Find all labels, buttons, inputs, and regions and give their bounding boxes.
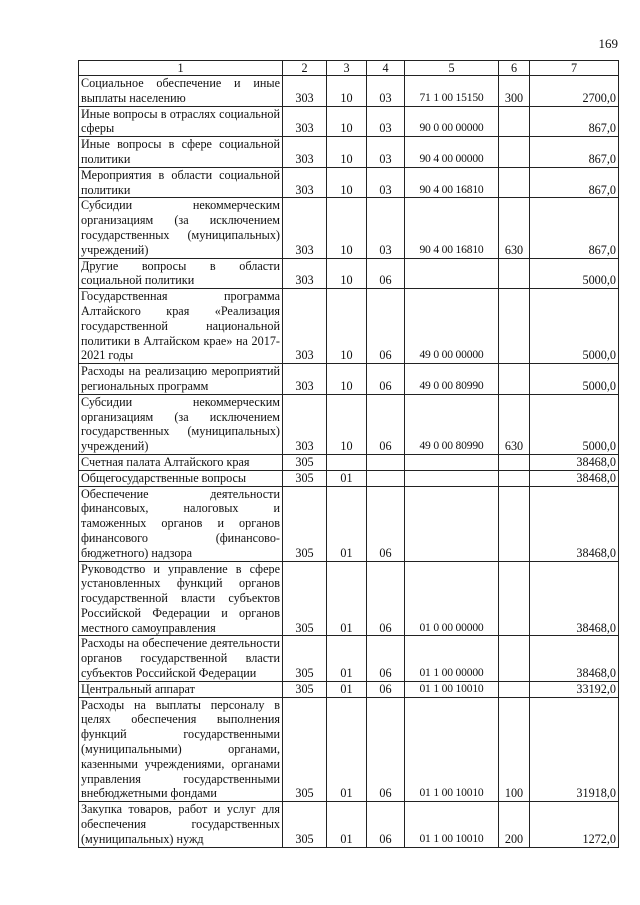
table-row bbox=[79, 636, 619, 681]
row-name: Центральный аппарат bbox=[79, 681, 283, 697]
subsection-code: 03 bbox=[367, 106, 405, 137]
expense-type: 300 bbox=[499, 76, 530, 107]
section-code: 01 bbox=[327, 561, 367, 636]
target-article: 01 0 00 00000 bbox=[405, 561, 499, 636]
expense-type: 630 bbox=[499, 198, 530, 258]
subsection-code: 06 bbox=[367, 289, 405, 364]
amount: 38468,0 bbox=[530, 470, 619, 486]
subsection-code bbox=[367, 470, 405, 486]
row-name: Иные вопросы в сфере социальной политики bbox=[79, 137, 283, 168]
row-name: Общегосударственные вопросы bbox=[79, 470, 283, 486]
target-article: 90 4 00 16810 bbox=[405, 167, 499, 198]
section-code: 10 bbox=[327, 167, 367, 198]
row-name: Субсидии некоммерческим организациям (за исключением государственных (муниципальных) учреждений) bbox=[79, 198, 283, 258]
section-code: 10 bbox=[327, 289, 367, 364]
row-name: Социальное обеспечение и иные выплаты населению bbox=[79, 76, 283, 107]
subsection-code: 06 bbox=[367, 681, 405, 697]
admin-code: 303 bbox=[283, 76, 327, 107]
expense-type: 100 bbox=[499, 697, 530, 802]
target-article: 90 4 00 00000 bbox=[405, 137, 499, 168]
row-name: Руководство и управление в сфере установленных функций органов государственной власти субъектов Российской Федерации и органов местного самоуправления bbox=[79, 561, 283, 636]
amount: 5000,0 bbox=[530, 364, 619, 395]
target-article bbox=[405, 258, 499, 289]
amount: 5000,0 bbox=[530, 289, 619, 364]
subsection-code: 06 bbox=[367, 561, 405, 636]
table-row bbox=[79, 258, 619, 289]
admin-code: 303 bbox=[283, 106, 327, 137]
header-cell: 1 bbox=[79, 61, 283, 76]
subsection-code: 06 bbox=[367, 394, 405, 454]
section-code bbox=[327, 454, 367, 470]
section-code: 01 bbox=[327, 636, 367, 681]
subsection-code: 03 bbox=[367, 137, 405, 168]
section-code: 10 bbox=[327, 364, 367, 395]
section-code: 01 bbox=[327, 697, 367, 802]
table-row bbox=[79, 137, 619, 168]
subsection-code: 06 bbox=[367, 636, 405, 681]
row-name: Расходы на обеспечение деятельности органов государственной власти субъектов Российской Федерации bbox=[79, 636, 283, 681]
admin-code: 305 bbox=[283, 470, 327, 486]
target-article: 01 1 00 10010 bbox=[405, 697, 499, 802]
expense-type bbox=[499, 364, 530, 395]
row-name: Государственная программа Алтайского края «Реализация государственной национальной политики в Алтайском крае» на 2017-2021 годы bbox=[79, 289, 283, 364]
target-article: 49 0 00 80990 bbox=[405, 364, 499, 395]
table-row bbox=[79, 394, 619, 454]
expense-type bbox=[499, 137, 530, 168]
table-row bbox=[79, 697, 619, 802]
amount: 5000,0 bbox=[530, 258, 619, 289]
table-row bbox=[79, 681, 619, 697]
table-row bbox=[79, 167, 619, 198]
subsection-code: 03 bbox=[367, 198, 405, 258]
section-code: 01 bbox=[327, 802, 367, 847]
subsection-code bbox=[367, 454, 405, 470]
admin-code: 303 bbox=[283, 289, 327, 364]
subsection-code: 06 bbox=[367, 697, 405, 802]
target-article bbox=[405, 470, 499, 486]
amount: 2700,0 bbox=[530, 76, 619, 107]
section-code: 10 bbox=[327, 198, 367, 258]
subsection-code: 03 bbox=[367, 76, 405, 107]
expense-type bbox=[499, 636, 530, 681]
expense-type bbox=[499, 454, 530, 470]
budget-table bbox=[78, 60, 619, 848]
expense-type bbox=[499, 486, 530, 561]
table-row bbox=[79, 289, 619, 364]
table-row bbox=[79, 454, 619, 470]
subsection-code: 06 bbox=[367, 364, 405, 395]
header-cell: 2 bbox=[283, 61, 327, 76]
header-cell: 3 bbox=[327, 61, 367, 76]
amount: 38468,0 bbox=[530, 454, 619, 470]
header-cell: 7 bbox=[530, 61, 619, 76]
expense-type bbox=[499, 258, 530, 289]
admin-code: 305 bbox=[283, 486, 327, 561]
expense-type bbox=[499, 681, 530, 697]
table-row bbox=[79, 76, 619, 107]
table-row bbox=[79, 802, 619, 847]
expense-type bbox=[499, 289, 530, 364]
header-cell: 5 bbox=[405, 61, 499, 76]
row-name: Расходы на реализацию мероприятий региональных программ bbox=[79, 364, 283, 395]
table-row bbox=[79, 486, 619, 561]
section-code: 01 bbox=[327, 470, 367, 486]
subsection-code: 03 bbox=[367, 167, 405, 198]
table-row bbox=[79, 470, 619, 486]
table-row bbox=[79, 198, 619, 258]
header-cell: 6 bbox=[499, 61, 530, 76]
subsection-code: 06 bbox=[367, 486, 405, 561]
target-article bbox=[405, 454, 499, 470]
row-name: Другие вопросы в области социальной политики bbox=[79, 258, 283, 289]
admin-code: 303 bbox=[283, 167, 327, 198]
expense-type bbox=[499, 167, 530, 198]
target-article: 49 0 00 80990 bbox=[405, 394, 499, 454]
admin-code: 305 bbox=[283, 697, 327, 802]
section-code: 10 bbox=[327, 394, 367, 454]
subsection-code: 06 bbox=[367, 802, 405, 847]
target-article: 90 0 00 00000 bbox=[405, 106, 499, 137]
target-article bbox=[405, 486, 499, 561]
section-code: 01 bbox=[327, 486, 367, 561]
admin-code: 303 bbox=[283, 258, 327, 289]
section-code: 10 bbox=[327, 258, 367, 289]
target-article: 71 1 00 15150 bbox=[405, 76, 499, 107]
target-article: 01 1 00 10010 bbox=[405, 681, 499, 697]
section-code: 10 bbox=[327, 137, 367, 168]
amount: 33192,0 bbox=[530, 681, 619, 697]
admin-code: 305 bbox=[283, 681, 327, 697]
target-article: 01 1 00 00000 bbox=[405, 636, 499, 681]
page-number: 169 bbox=[598, 36, 618, 51]
amount: 867,0 bbox=[530, 106, 619, 137]
admin-code: 305 bbox=[283, 454, 327, 470]
admin-code: 303 bbox=[283, 394, 327, 454]
header-cell: 4 bbox=[367, 61, 405, 76]
admin-code: 303 bbox=[283, 364, 327, 395]
row-name: Субсидии некоммерческим организациям (за исключением государственных (муниципальных) учреждений) bbox=[79, 394, 283, 454]
table-row bbox=[79, 561, 619, 636]
amount: 867,0 bbox=[530, 137, 619, 168]
expense-type bbox=[499, 106, 530, 137]
subsection-code: 06 bbox=[367, 258, 405, 289]
expense-type bbox=[499, 561, 530, 636]
row-name: Иные вопросы в отраслях социальной сферы bbox=[79, 106, 283, 137]
amount: 38468,0 bbox=[530, 561, 619, 636]
admin-code: 305 bbox=[283, 802, 327, 847]
amount: 867,0 bbox=[530, 198, 619, 258]
section-code: 10 bbox=[327, 106, 367, 137]
amount: 31918,0 bbox=[530, 697, 619, 802]
table-row bbox=[79, 106, 619, 137]
target-article: 01 1 00 10010 bbox=[405, 802, 499, 847]
admin-code: 303 bbox=[283, 137, 327, 168]
admin-code: 305 bbox=[283, 636, 327, 681]
expense-type bbox=[499, 470, 530, 486]
row-name: Счетная палата Алтайского края bbox=[79, 454, 283, 470]
amount: 38468,0 bbox=[530, 486, 619, 561]
row-name: Обеспечение деятельности финансовых, налоговых и таможенных органов и органов финансового (финансово-бюджетного) надзора bbox=[79, 486, 283, 561]
amount: 1272,0 bbox=[530, 802, 619, 847]
target-article: 49 0 00 00000 bbox=[405, 289, 499, 364]
amount: 867,0 bbox=[530, 167, 619, 198]
section-code: 01 bbox=[327, 681, 367, 697]
row-name: Мероприятия в области социальной политики bbox=[79, 167, 283, 198]
expense-type: 630 bbox=[499, 394, 530, 454]
section-code: 10 bbox=[327, 76, 367, 107]
admin-code: 305 bbox=[283, 561, 327, 636]
amount: 38468,0 bbox=[530, 636, 619, 681]
table-row bbox=[79, 364, 619, 395]
amount: 5000,0 bbox=[530, 394, 619, 454]
admin-code: 303 bbox=[283, 198, 327, 258]
target-article: 90 4 00 16810 bbox=[405, 198, 499, 258]
expense-type: 200 bbox=[499, 802, 530, 847]
header-row bbox=[79, 61, 619, 76]
row-name: Расходы на выплаты персоналу в целях обеспечения выполнения функций государственными (муниципальными) органами, казенными учреждениями, органами управления государственными внебюджетными фондами bbox=[79, 697, 283, 802]
row-name: Закупка товаров, работ и услуг для обеспечения государственных (муниципальных) нужд bbox=[79, 802, 283, 847]
